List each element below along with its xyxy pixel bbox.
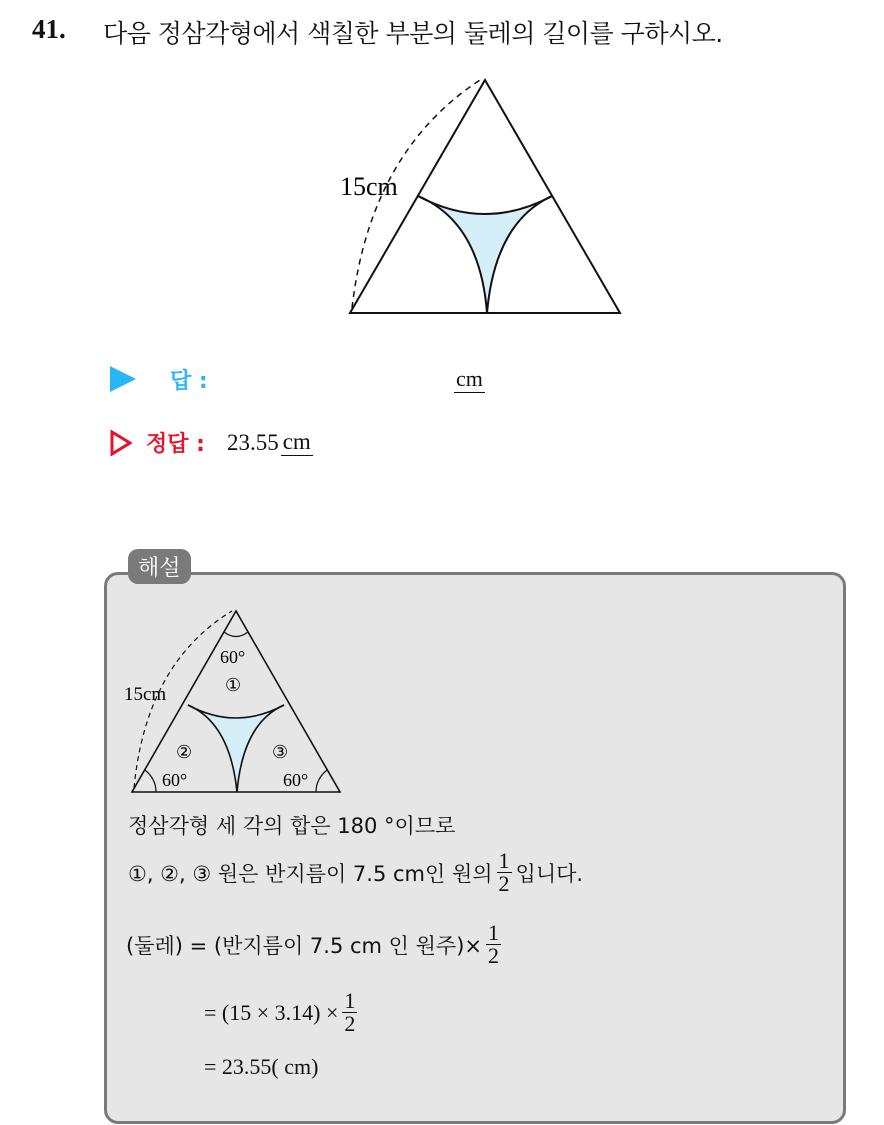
answer-label: 답 : xyxy=(170,368,208,394)
correct-answer-row xyxy=(110,427,313,458)
triangle-figure xyxy=(330,72,630,322)
angle-arc-right xyxy=(316,770,327,792)
solution-line-4-text: = (15 × 3.14) × xyxy=(204,999,339,1025)
solution-line-2 xyxy=(128,850,583,895)
solution-line-2-end: 입니다. xyxy=(515,861,584,886)
fraction-numerator: 1 xyxy=(488,920,499,945)
angle-arc-top xyxy=(224,632,248,637)
correct-unit: cm xyxy=(282,429,311,454)
fraction-numerator: 1 xyxy=(498,848,510,873)
fraction-denominator: 2 xyxy=(498,871,510,896)
outline-triangle-icon xyxy=(110,430,132,456)
solution-line-5: = 23.55( cm) xyxy=(204,1054,319,1079)
fraction-denominator: 2 xyxy=(488,943,499,968)
play-triangle-icon xyxy=(110,366,136,392)
circle-1-label: ① xyxy=(225,675,242,696)
arc-top xyxy=(418,196,552,214)
solution-line-2-text: ①, ②, ③ 원은 반지름이 7.5 cm인 원의 xyxy=(128,861,493,886)
fraction-half xyxy=(342,990,357,1035)
fraction-denominator: 2 xyxy=(344,1011,356,1036)
solution-side-label: 15cm xyxy=(124,684,167,705)
solution-line-3 xyxy=(126,922,505,967)
solution-tag: 해설 xyxy=(128,549,191,584)
correct-value: 23.55 xyxy=(226,429,279,455)
circle-2-label: ② xyxy=(176,742,193,763)
solution-figure xyxy=(118,603,348,798)
solution-arc-top xyxy=(188,705,284,718)
correct-label: 정답 : xyxy=(146,432,205,457)
fraction-half xyxy=(486,922,501,967)
question-text: 다음 정삼각형에서 색칠한 부분의 둘레의 길이를 구하시오. xyxy=(103,19,723,48)
circle-3-label: ③ xyxy=(272,742,289,763)
angle-left-label: 60° xyxy=(162,770,188,790)
question-number: 41. xyxy=(32,14,66,44)
angle-top-label: 60° xyxy=(220,647,246,667)
angle-arc-left xyxy=(145,770,156,792)
solution-line-3-text: (둘레) = (반지름이 7.5 cm 인 원주)× xyxy=(126,933,482,958)
fraction-half xyxy=(497,850,512,895)
solution-line-4 xyxy=(204,990,361,1035)
side-length-label: 15cm xyxy=(340,172,398,201)
answer-row xyxy=(110,362,208,396)
answer-input-unit[interactable]: cm xyxy=(456,366,483,391)
solution-line-1: 정삼각형 세 각의 합은 180 °이므로 xyxy=(128,814,456,838)
angle-right-label: 60° xyxy=(283,770,309,790)
fraction-numerator: 1 xyxy=(344,988,356,1013)
